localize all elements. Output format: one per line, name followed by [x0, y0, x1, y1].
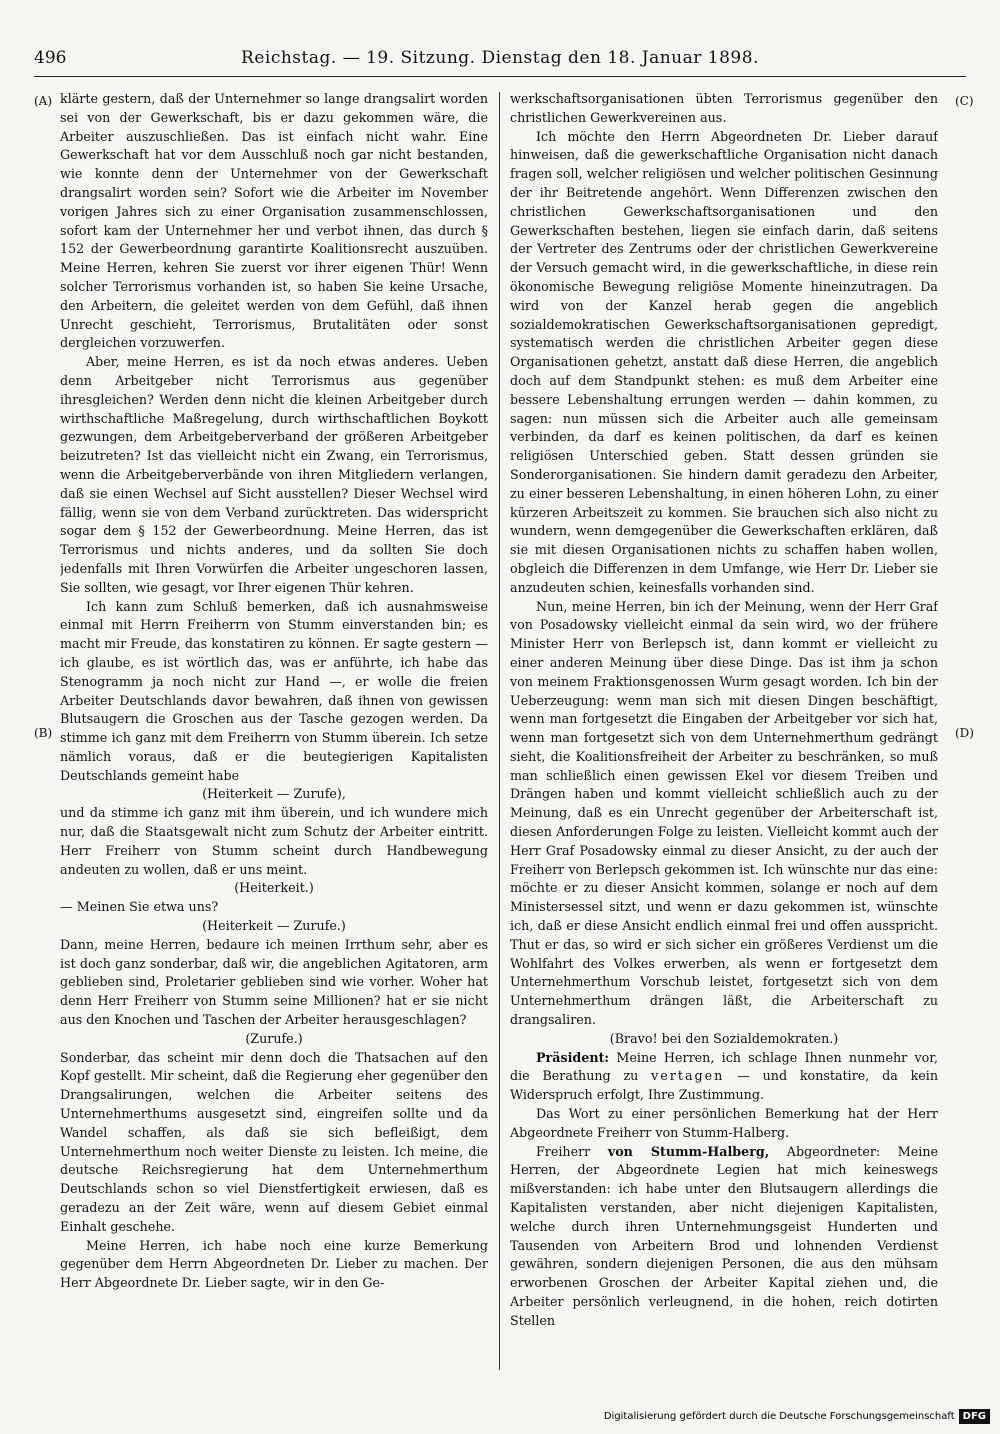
- paragraph: Aber, meine Herren, es ist da noch etwas anderes. Ueben denn Arbeitgeber nicht Terrorismus aus gegenüber ihresgleichen? Werden denn nicht die kleinen Arbeitgeber durch wirthschaftliche Maßregelung, durch wirthschaftlichen Boykott gezwungen, dem Arbeitgeberverband der größeren Arbeitgeber beizutreten? Ist das vielleicht nicht ein Zwang, ein Terrorismus, wenn die Arbeitgeberverbände von ihren Mitgliedern verlangen, daß sie einen Wechsel auf Sicht ausstellen? Dieser Wechsel wird fällig, wenn sie von dem Verband zurücktreten. Das widerspricht sogar dem § 152 der Gewerbeordnung. Meine Herren, das ist Terrorismus und nichts anderes, und da sollten Sie doch jedenfalls mit Ihren Vorwürfen die Arbeiter ungeschoren lassen, Sie sollten, wie gesagt, vor Ihrer eigenen Thür kehren.: [60, 354, 488, 595]
- paragraph: — Meinen Sie etwa uns?: [60, 899, 219, 915]
- margin-mark-b: (B): [34, 726, 53, 740]
- paragraph: Nun, meine Herren, bin ich der Meinung, wenn der Herr Graf von Posadowsky vielleicht einmal da sein wird, wo der frühere Minister Herr von Berlepsch ist, dann kommt er vielleicht zu einer anderen Meinung über diese Dinge. Das ist ihm ja schon von meinem Fraktionsgenossen Wurm gesagt worden. Ich bin der Ueberzeugung: wenn man sich mit diesen Dingen beschäftigt, wenn man fortgesetzt die Eingaben der Arbeitgeber vor sich hat, wenn man fortgesetzt sich von dem Unternehmerthum gedrängt sieht, die Koalitionsfreiheit der Arbeiter zu beschränken, so muß man schließlich einen gewissen Ekel vor diesem Treiben und Drängen haben und kommt vielleicht schließlich auch zu der Meinung, daß es ein Unrecht gegenüber der Arbeiterschaft ist, diesen Anforderungen Folge zu leisten. Vielleicht kommt auch der Herr Graf Posadowsky einmal zu dieser Ansicht, zu der auch der Freiherr von Berlepsch gekommen ist. Ich wünschte nur das eine: möchte er zu dieser Ansicht kommen, solange er noch auf dem Ministersessel sitzt, und wenn er dazu gekommen ist, wünschte ich, daß er diese Ansicht endlich einmal frei und offen ausspricht. Thut er das, so wird er sich sicher ein größeres Verdienst um die Wohlfahrt des Volkes erwerben, als wenn er fortgesetzt dem Unternehmerthum Vorschub leistet, fortgesetzt sich von dem Unternehmerthum drängen läßt, die Arbeiterschaft zu drangsaliren.: [510, 598, 938, 1028]
- paragraph: Ich kann zum Schluß bemerken, daß ich ausnahmsweise einmal mit Herrn Freiherrn von Stumm einverstanden bin; es macht mir Freude, das konstatiren zu können. Er sagte gestern — ich glaube, es ist wörtlich das, was er anführte, ich habe das Stenogramm ja noch nicht zur Hand —, er wolle die freien Arbeiter Deutschlands davor bewahren, daß ihnen von gewissen Blutsaugern die Groschen aus der Tasche gezogen werden. Da stimme ich ganz mit dem Freiherrn von Stumm überein. Ich setze nämlich voraus, daß er die beutegierigen Kapitalisten Deutschlands gemeint habe: [60, 598, 488, 783]
- speaker-name: Präsident:: [536, 1049, 610, 1065]
- speaker-name: von Stumm-Halberg,: [607, 1143, 770, 1159]
- paragraph: klärte gestern, daß der Unternehmer so lange drangsalirt worden sei von der Gewerkschaft, bis er dazu gekommen wäre, die Arbeiter auszuschließen. Das ist einfach nicht wahr. Eine Gewerkschaft hat vor dem Ausschluß noch gar nicht bestanden, wie konnte denn der Unternehmer von der Gewerkschaft drangsalirt worden sein? Sofort wie die Arbeiter im November vorigen Jahres sich zu einer Organisation zusammenschlossen, sofort kam der Unternehmer her und verbot ihnen, das durch § 152 der Gewerbeordnung garantirte Koalitionsrecht auszuüben. Meine Herren, kehren Sie zuerst vor ihrer eigenen Thür! Wenn solcher Terrorismus vorhanden ist, so haben Sie keine Ursache, den Arbeitern, die geleitet werden von dem Gefühl, daß ihnen Unrecht geschieht, Terrorismus, Brutalitäten oder sonst dergleichen vorzuwerfen.: [60, 91, 488, 351]
- credit-text: Digitalisierung gefördert durch die Deutsche Forschungsgemeinschaft: [603, 1410, 955, 1422]
- margin-mark-a: (A): [34, 94, 53, 108]
- stage-direction: (Bravo! bei den Sozialdemokraten.): [609, 1030, 839, 1046]
- paragraph: Dann, meine Herren, bedaure ich meinen Irrthum sehr, aber es ist doch ganz sonderbar, daß wir, die angeblichen Agitatoren, arm geblieben sind, Proletarier geblieben sind wie vorher. Woher hat denn Herr Freiherr von Stumm seine Millionen? hat er sie nicht aus den Knochen und Taschen der Arbeiter herausgeschlagen?: [60, 936, 488, 1028]
- paragraph-text: Abgeordneter: Meine Herren, der Abgeordnete Legien hat mich keineswegs mißverstanden: ich habe unter den Blutsaugern allerdings die Kapitalisten verstanden, aber nicht diejenigen Kapitalisten, welche durch ihren Unternehmungsgeist Hunderten und Tausenden von Arbeitern Brod und lohnenden Verdienst gewähren, sondern diejenigen Personen, die aus den mühsam erworbenen Groschen der Arbeiter Kapital ziehen und, die Arbeiter persönlich verleugnend, in die hohen, reich dotirten Stellen: [510, 1143, 938, 1328]
- page-number: 496: [34, 48, 67, 68]
- emphasized-word: vertagen: [651, 1068, 725, 1084]
- stage-direction: (Zurufe.): [245, 1030, 303, 1046]
- margin-mark-c: (C): [955, 94, 974, 108]
- margin-mark-d: (D): [955, 726, 974, 740]
- right-column: [510, 90, 938, 1370]
- paragraph: Ich möchte den Herrn Abgeordneten Dr. Lieber darauf hinweisen, daß die gewerkschaftliche Organisation nicht danach fragen soll, welcher religiösen und welcher politischen Gesinnung der ihr Beitretende angehört. Wenn Differenzen zwischen den christlichen Gewerkschaftsorganisationen und den Gewerkschaften bestehen, liegen sie einfach darin, daß seitens der Vertreter des Zentrums oder der christlichen Gewerkvereine der Versuch gemacht wird, in die gewerkschaftliche, in diese rein ökonomische Bewegung religiöse Momente hineinzutragen. Da wird von der Kanzel herab gegen die angeblich sozialdemokratischen Gewerkschaftsorganisationen gepredigt, systematisch werden die christlichen Arbeiter gegen diese Organisationen gehetzt, anstatt daß diese Herren, die angeblich doch auf dem Standpunkt stehen: es muß dem Arbeiter eine bessere Lebenshaltung errungen werden — dahin kommen, zu sagen: nun müssen sich die Arbeiter auch alle gemeinsam verbinden, da darf es keinen politischen, da darf es keinen religiösen Unterschied geben. Statt dessen gründen sie Sonderorganisationen. Sie hindern damit geradezu den Arbeiter, zu einer besseren Lebenshaltung, in einen höheren Lohn, zu einer kürzeren Arbeitszeit zu kommen. Sie brauchen sich also nicht zu wundern, wenn demgegenüber die Gewerkschaften erklären, daß sie mit diesen Organisationen nichts zu schaffen haben wollen, obgleich die Differenzen in dem Umfange, wie Herr Dr. Lieber sie anzudeuten schien, keinesfalls vorhanden sind.: [510, 128, 938, 595]
- running-title: Reichstag. — 19. Sitzung. Dienstag den 18. Januar 1898.: [241, 48, 759, 68]
- stage-direction: (Heiterkeit — Zurufe.): [202, 918, 346, 934]
- paragraph-text: — und konstatire, da kein Widerspruch erfolgt, Ihre Zustimmung.: [510, 1068, 938, 1103]
- stage-direction: (Heiterkeit.): [234, 880, 314, 896]
- paragraph: und da stimme ich ganz mit ihm überein, und ich wundere mich nur, daß die Staatsgewalt nicht zum Schutz der Arbeiter eintritt. Herr Freiherr von Stumm scheint durch Handbewegung andeuten zu wollen, daß er uns meint.: [60, 805, 488, 877]
- digitization-credit: [604, 1406, 990, 1426]
- column-divider: [499, 92, 500, 1370]
- paragraph: Sonderbar, das scheint mir denn doch die Thatsachen auf den Kopf gestellt. Mir scheint, daß die Regierung eher gegenüber den Drangsalirungen, welchen die Arbeiter seitens des Unternehmerthums ausgesetzt sind, eingreifen sollte und da Wandel schaffen, als daß sie sich befleißigt, dem Unternehmerthum noch weiter Dienste zu leisten. Ich meine, die deutsche Reichsregierung hat dem Unternehmerthum Deutschlands schon so viel Dienstfertigkeit erwiesen, daß es geradezu an der Zeit wäre, wenn auf diesem Gebiet einmal Einhalt geschehe.: [60, 1049, 488, 1234]
- left-column: [60, 90, 488, 1370]
- paragraph: werkschaftsorganisationen übten Terrorismus gegenüber den christlichen Gewerkvereinen aus.: [510, 91, 938, 125]
- paragraph-text: Freiherr: [536, 1143, 608, 1159]
- dfg-logo: DFG: [959, 1409, 990, 1424]
- page-header: [34, 46, 966, 77]
- president-paragraph: [510, 1049, 938, 1105]
- paragraph: Meine Herren, ich habe noch eine kurze Bemerkung gegenüber dem Herrn Abgeordneten Dr. Lieber zu machen. Der Herr Abgeordnete Dr. Lieber sagte, wir in den Ge-: [60, 1237, 488, 1291]
- speaker-paragraph: [510, 1143, 938, 1331]
- stage-direction: (Heiterkeit — Zurufe),: [202, 786, 346, 802]
- paragraph: Das Wort zu einer persönlichen Bemerkung hat der Herr Abgeordnete Freiherr von Stumm-Halberg.: [510, 1106, 938, 1140]
- paragraph-text: Meine Herren, ich schlage Ihnen nunmehr vor, die Berathung zu: [510, 1049, 938, 1084]
